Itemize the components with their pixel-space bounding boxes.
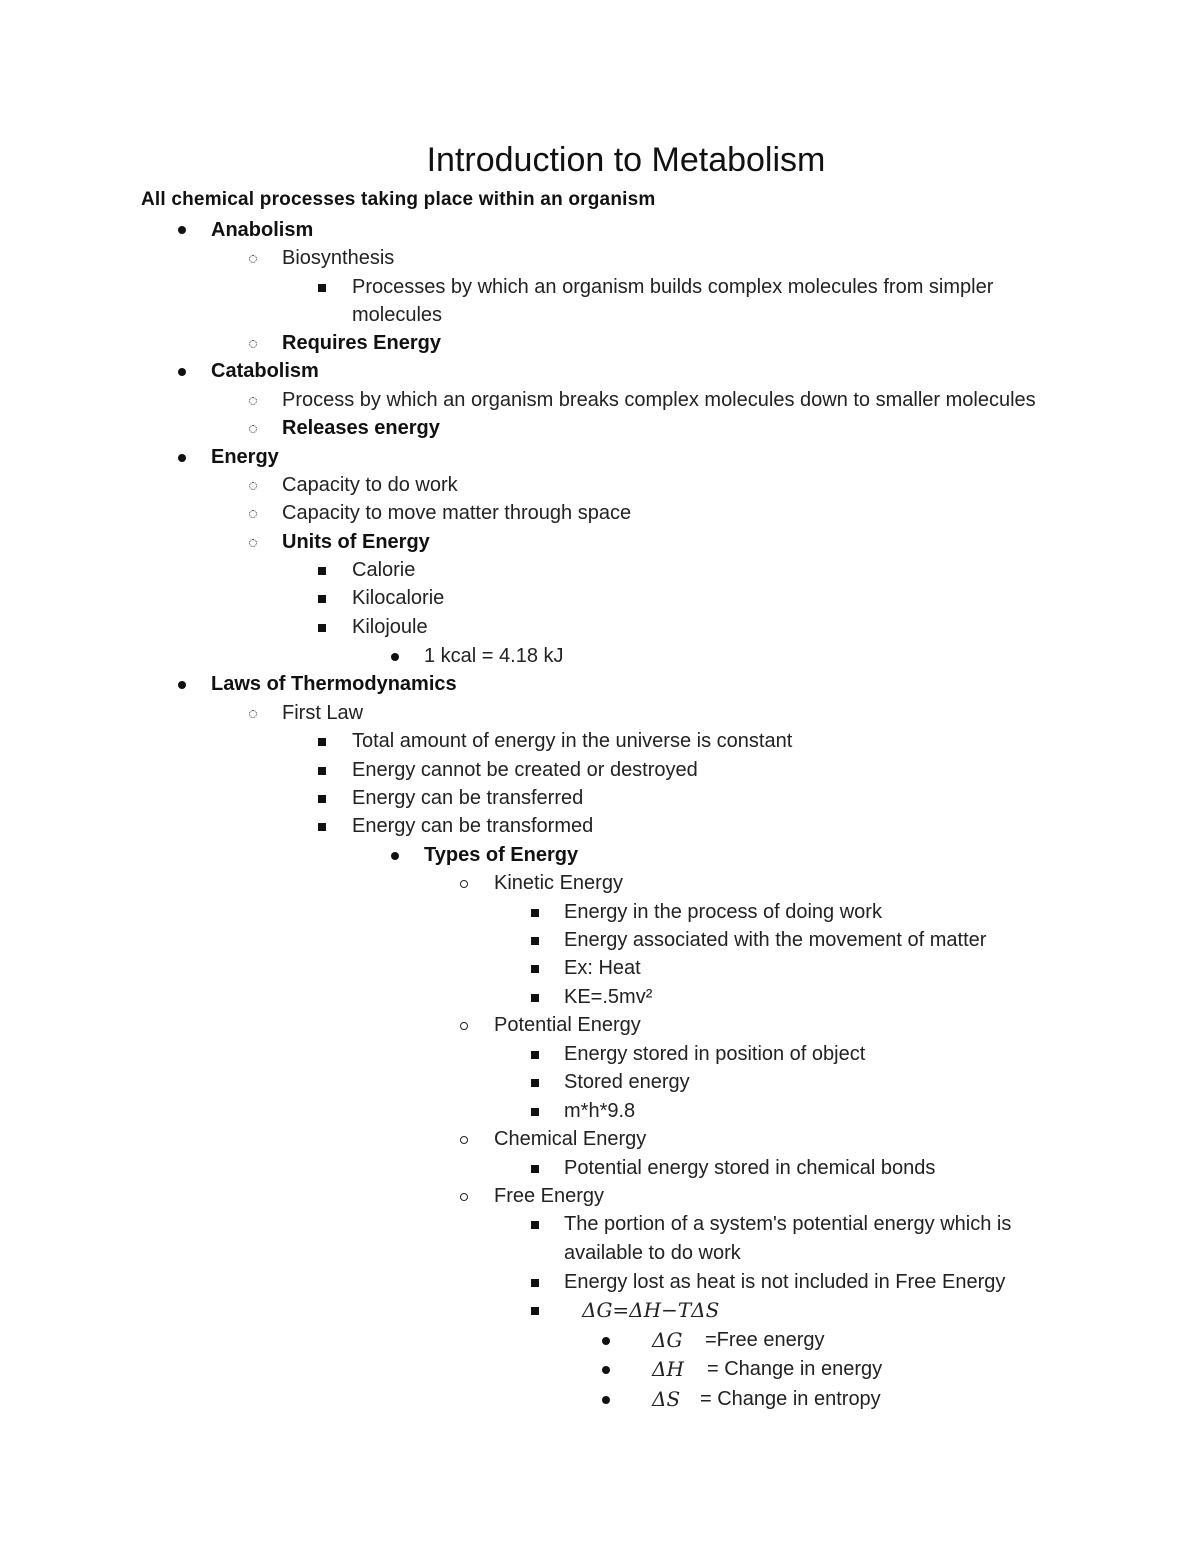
list-item: Stored energy xyxy=(564,1071,690,1093)
symbol-delta-s: ΔS xyxy=(652,1387,681,1411)
bullet-ring-icon xyxy=(249,539,257,547)
list-item: Capacity to do work xyxy=(282,474,458,496)
bullet-ring-icon xyxy=(249,397,257,405)
list-item: Energy stored in position of object xyxy=(564,1043,866,1065)
bullet-dot-icon xyxy=(178,226,186,234)
list-item: Energy can be transformed xyxy=(352,815,594,837)
bullet-square-icon xyxy=(531,909,539,917)
subtitle: All chemical processes taking place within an organism xyxy=(141,189,656,210)
bullet-ring-icon xyxy=(249,425,257,433)
list-item-continuation: available to do work xyxy=(564,1242,741,1264)
bullet-square-icon xyxy=(318,595,326,603)
bullet-square-icon xyxy=(531,1165,539,1173)
bullet-ring-icon xyxy=(249,510,257,518)
bullet-dot-icon xyxy=(602,1366,610,1374)
bullet-dot-icon xyxy=(178,454,186,462)
list-item: Catabolism xyxy=(211,360,319,382)
bullet-square-icon xyxy=(531,1279,539,1287)
list-item: Kinetic Energy xyxy=(494,872,623,894)
list-item: Releases energy xyxy=(282,417,440,439)
list-item: Free Energy xyxy=(494,1185,605,1207)
list-item: = Change in energy xyxy=(707,1358,883,1380)
bullet-ring-icon xyxy=(460,1022,468,1030)
bullet-ring-icon xyxy=(460,880,468,888)
list-item: Kilojoule xyxy=(352,616,428,638)
bullet-square-icon xyxy=(531,1307,539,1315)
free-energy-equation: ΔG=ΔH−TΔS xyxy=(582,1298,720,1322)
list-item: Energy can be transferred xyxy=(352,787,584,809)
list-item: Chemical Energy xyxy=(494,1128,647,1150)
symbol-delta-g: ΔG xyxy=(652,1328,683,1352)
list-item: Anabolism xyxy=(211,219,314,241)
list-item-continuation: molecules xyxy=(352,304,443,326)
list-item: Capacity to move matter through space xyxy=(282,502,632,524)
list-item: Energy cannot be created or destroyed xyxy=(352,759,698,781)
list-item: =Free energy xyxy=(705,1329,825,1351)
list-item: Total amount of energy in the universe is constant xyxy=(352,730,793,752)
list-item: Potential energy stored in chemical bonds xyxy=(564,1157,936,1179)
list-item: Requires Energy xyxy=(282,332,441,354)
list-item: KE=.5mv² xyxy=(564,986,653,1008)
list-item: Units of Energy xyxy=(282,531,430,553)
list-item: Processes by which an organism builds complex molecules from simpler xyxy=(352,276,994,298)
list-item: Energy lost as heat is not included in Free Energy xyxy=(564,1271,1006,1293)
list-item: Energy in the process of doing work xyxy=(564,901,882,923)
list-item: 1 kcal = 4.18 kJ xyxy=(424,645,564,667)
bullet-dot-icon xyxy=(391,852,399,860)
bullet-square-icon xyxy=(531,937,539,945)
bullet-square-icon xyxy=(318,738,326,746)
list-item: Types of Energy xyxy=(424,844,579,866)
bullet-ring-icon xyxy=(249,340,257,348)
bullet-square-icon xyxy=(531,1221,539,1229)
bullet-ring-icon xyxy=(460,1193,468,1201)
bullet-dot-icon xyxy=(391,653,399,661)
list-item: First Law xyxy=(282,702,364,724)
bullet-ring-icon xyxy=(249,710,257,718)
bullet-square-icon xyxy=(318,284,326,292)
symbol-delta-h: ΔH xyxy=(652,1357,684,1381)
bullet-square-icon xyxy=(318,767,326,775)
bullet-dot-icon xyxy=(178,368,186,376)
bullet-square-icon xyxy=(531,1051,539,1059)
bullet-square-icon xyxy=(318,624,326,632)
bullet-ring-icon xyxy=(249,482,257,490)
bullet-ring-icon xyxy=(460,1136,468,1144)
page-title: Introduction to Metabolism xyxy=(426,141,826,179)
list-item: Kilocalorie xyxy=(352,587,445,609)
list-item: Biosynthesis xyxy=(282,247,395,269)
list-item: Energy xyxy=(211,446,279,468)
bullet-square-icon xyxy=(531,1079,539,1087)
list-item: Potential Energy xyxy=(494,1014,641,1036)
list-item: Calorie xyxy=(352,559,416,581)
bullet-ring-icon xyxy=(249,255,257,263)
list-item: Energy associated with the movement of matter xyxy=(564,929,987,951)
bullet-dot-icon xyxy=(602,1396,610,1404)
bullet-square-icon xyxy=(318,823,326,831)
list-item: Laws of Thermodynamics xyxy=(211,673,457,695)
list-item: m*h*9.8 xyxy=(564,1100,636,1122)
bullet-square-icon xyxy=(531,994,539,1002)
list-item: Ex: Heat xyxy=(564,957,641,979)
bullet-square-icon xyxy=(318,795,326,803)
list-item: Process by which an organism breaks complex molecules down to smaller molecules xyxy=(282,389,1036,411)
bullet-square-icon xyxy=(318,567,326,575)
bullet-dot-icon xyxy=(178,681,186,689)
list-item: The portion of a system's potential energy which is xyxy=(564,1213,1012,1235)
list-item: = Change in entropy xyxy=(700,1388,881,1410)
bullet-square-icon xyxy=(531,1108,539,1116)
bullet-square-icon xyxy=(531,965,539,973)
bullet-dot-icon xyxy=(602,1337,610,1345)
